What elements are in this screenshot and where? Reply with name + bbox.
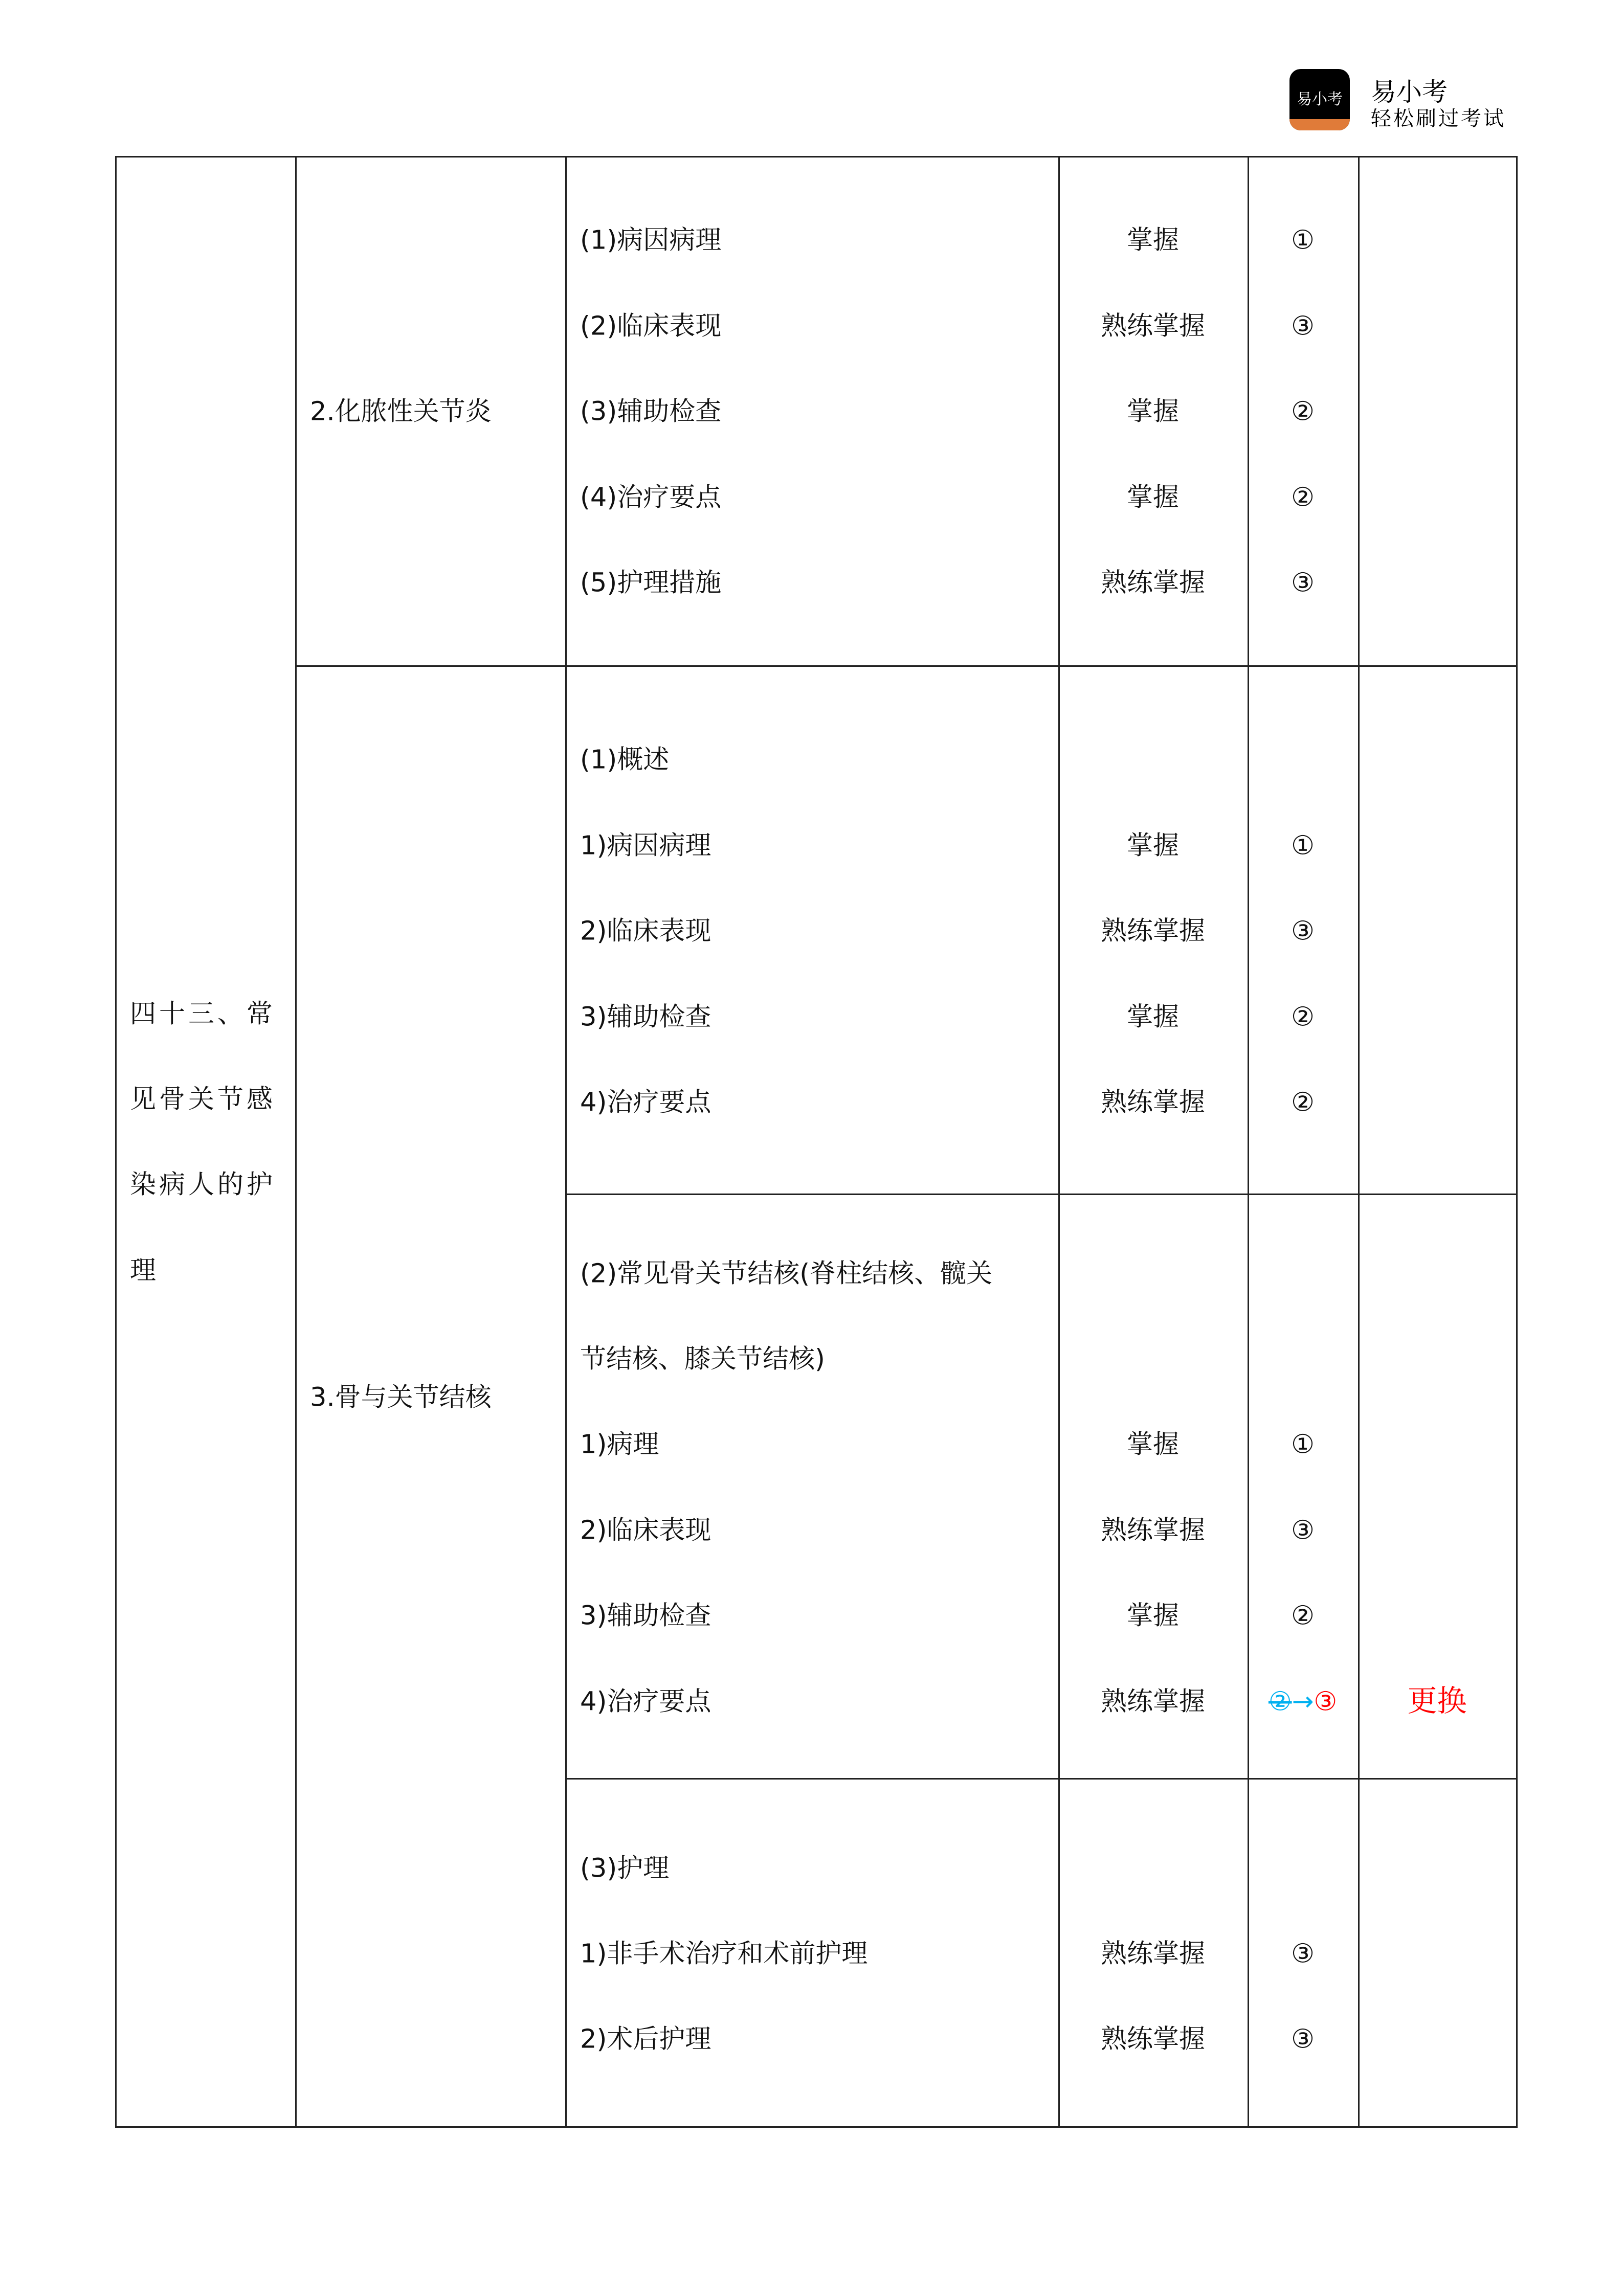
table-border-bottom [115,2126,1518,2128]
arrow-icon: → [1292,1686,1314,1717]
item-requirement: 掌握 [1126,1002,1179,1032]
item-requirement: 熟练掌握 [1100,916,1205,947]
item-level: ① [1291,225,1315,256]
chapter-title: 理 [130,1255,160,1286]
item-requirement: 熟练掌握 [1100,1087,1205,1118]
change-note: 更换 [1407,1683,1467,1718]
item-level: ② [1291,1087,1315,1118]
column-divider [1358,156,1360,2128]
item-level: ③ [1291,1939,1315,1969]
item-label: 1)非手术治疗和术前护理 [580,1939,868,1969]
item-requirement: 熟练掌握 [1100,1686,1205,1717]
item-requirement: 熟练掌握 [1100,1515,1205,1546]
item-label: 1)病因病理 [580,830,711,861]
item-requirement: 熟练掌握 [1100,568,1205,598]
group-heading: 节结核、膝关节结核) [580,1344,825,1375]
item-requirement: 熟练掌握 [1100,311,1205,342]
row-divider [295,665,1518,667]
section-title: 2.化脓性关节炎 [310,396,492,427]
new-level: ③ [1314,1686,1338,1717]
item-level: ① [1291,830,1315,861]
item-label: (1)病因病理 [580,225,722,256]
chapter-title: 四十三、常 [130,999,276,1029]
chapter-title: 见骨关节感 [130,1084,276,1115]
old-level: ② [1268,1686,1292,1717]
item-label: 2)临床表现 [580,1515,711,1546]
group-heading: (3)护理 [580,1853,670,1884]
item-requirement: 掌握 [1126,482,1179,513]
item-label: 3)辅助检查 [580,1002,711,1032]
group-heading: (2)常见骨关节结核(脊柱结核、髋关 [580,1258,993,1289]
item-label: (3)辅助检查 [580,396,722,427]
item-requirement: 熟练掌握 [1100,2024,1205,2055]
item-label: (2)临床表现 [580,311,722,342]
item-level: ② [1291,1002,1315,1032]
item-label: 2)术后护理 [580,2024,711,2055]
item-requirement: 熟练掌握 [1100,1939,1205,1969]
item-level: ② [1291,482,1315,513]
item-level: ② [1291,396,1315,427]
section-title: 3.骨与关节结核 [310,1382,492,1413]
row-divider [565,1194,1518,1195]
column-divider [1248,156,1249,2128]
item-requirement: 掌握 [1126,396,1179,427]
item-label: 1)病理 [580,1429,659,1460]
item-level: ③ [1291,2024,1315,2055]
item-level: ① [1291,1429,1315,1460]
item-label: 4)治疗要点 [580,1087,711,1118]
column-divider [1058,156,1060,2128]
item-label: 4)治疗要点 [580,1686,711,1717]
item-requirement: 掌握 [1126,1429,1179,1460]
item-label: 3)辅助检查 [580,1601,711,1631]
item-level: ③ [1291,916,1315,947]
table-border-right [1516,156,1518,2128]
item-level: ③ [1291,1515,1315,1546]
item-label: (5)护理措施 [580,568,722,598]
brand-slogan: 轻松刷过考试 [1371,107,1506,130]
logo-icon: 易小考 [1289,69,1350,130]
table-border-top [115,156,1518,157]
item-level: ② [1291,1601,1315,1631]
brand-name: 易小考 [1371,77,1448,107]
chapter-title: 染病人的护 [130,1169,276,1200]
item-level: ③ [1291,311,1315,342]
item-label: 2)临床表现 [580,916,711,947]
column-divider [295,156,297,2128]
item-label: (4)治疗要点 [580,482,722,513]
item-requirement: 掌握 [1126,830,1179,861]
item-level: ③ [1291,568,1315,598]
row-divider [565,1778,1518,1780]
item-level-change [1248,1686,1358,1717]
item-requirement: 掌握 [1126,1601,1179,1631]
column-divider [565,156,567,2128]
table-border-left [115,156,117,2128]
group-heading: (1)概述 [580,745,670,775]
item-requirement: 掌握 [1126,225,1179,256]
